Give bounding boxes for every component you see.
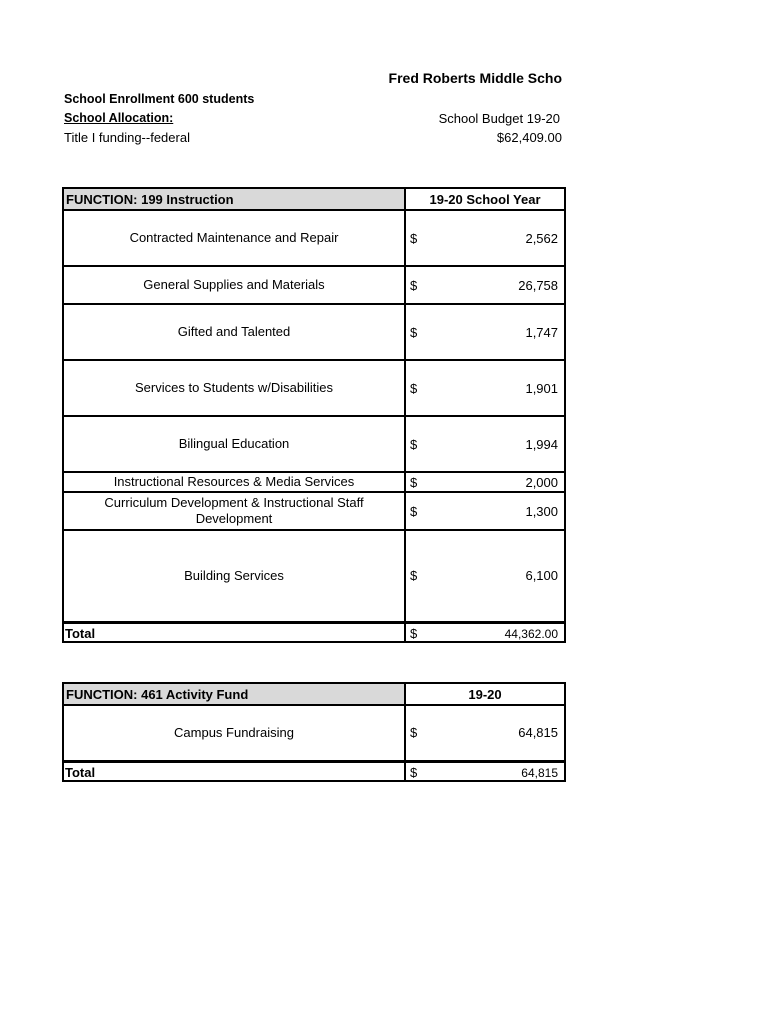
row-label: Curriculum Development & Instructional Staff Development [63,492,405,530]
row-label: Contracted Maintenance and Repair [63,210,405,266]
row-label: Bilingual Education [63,416,405,472]
instruction-table [62,187,566,643]
currency-symbol: $ [405,530,429,622]
row-amount: 1,901 [429,360,565,416]
table-row [63,210,565,266]
year-label: 19-20 [405,683,565,705]
row-amount: 1,747 [429,304,565,360]
funding-label: Title I funding--federal [64,130,190,145]
activity-header-row [63,683,565,705]
total-amount: 64,815 [429,761,565,781]
enrollment-text: School Enrollment 600 students [64,92,255,106]
table-row [63,492,565,530]
table-row [63,472,565,492]
allocation-label: School Allocation: [64,111,174,125]
table-row [63,530,565,622]
budget-label: School Budget 19-20 [438,111,560,126]
row-amount: 6,100 [429,530,565,622]
currency-symbol: $ [405,360,429,416]
table-row [63,416,565,472]
instruction-header-row [63,188,565,210]
total-label: Total [63,622,405,642]
total-amount: 44,362.00 [429,622,565,642]
row-label: Services to Students w/Disabilities [63,360,405,416]
row-amount: 26,758 [429,266,565,304]
table-row [63,266,565,304]
activity-table [62,682,566,782]
row-label: Campus Fundraising [63,705,405,761]
row-amount: 2,562 [429,210,565,266]
year-label: 19-20 School Year [405,188,565,210]
currency-symbol: $ [405,705,429,761]
table-row [63,705,565,761]
currency-symbol: $ [405,416,429,472]
row-amount: 64,815 [429,705,565,761]
row-label: General Supplies and Materials [63,266,405,304]
total-row [63,622,565,642]
currency-symbol: $ [405,622,429,642]
currency-symbol: $ [405,304,429,360]
row-label: Building Services [63,530,405,622]
row-amount: 1,994 [429,416,565,472]
total-label: Total [63,761,405,781]
currency-symbol: $ [405,266,429,304]
table-row [63,304,565,360]
function-label: FUNCTION: 461 Activity Fund [63,683,405,705]
row-amount: 1,300 [429,492,565,530]
currency-symbol: $ [405,472,429,492]
table-row [63,360,565,416]
function-label: FUNCTION: 199 Instruction [63,188,405,210]
row-amount: 2,000 [429,472,565,492]
row-label: Instructional Resources & Media Services [63,472,405,492]
school-title: Fred Roberts Middle Scho [388,70,562,86]
row-label: Gifted and Talented [63,304,405,360]
currency-symbol: $ [405,210,429,266]
currency-symbol: $ [405,761,429,781]
funding-value: $62,409.00 [496,130,562,145]
total-row [63,761,565,781]
currency-symbol: $ [405,492,429,530]
